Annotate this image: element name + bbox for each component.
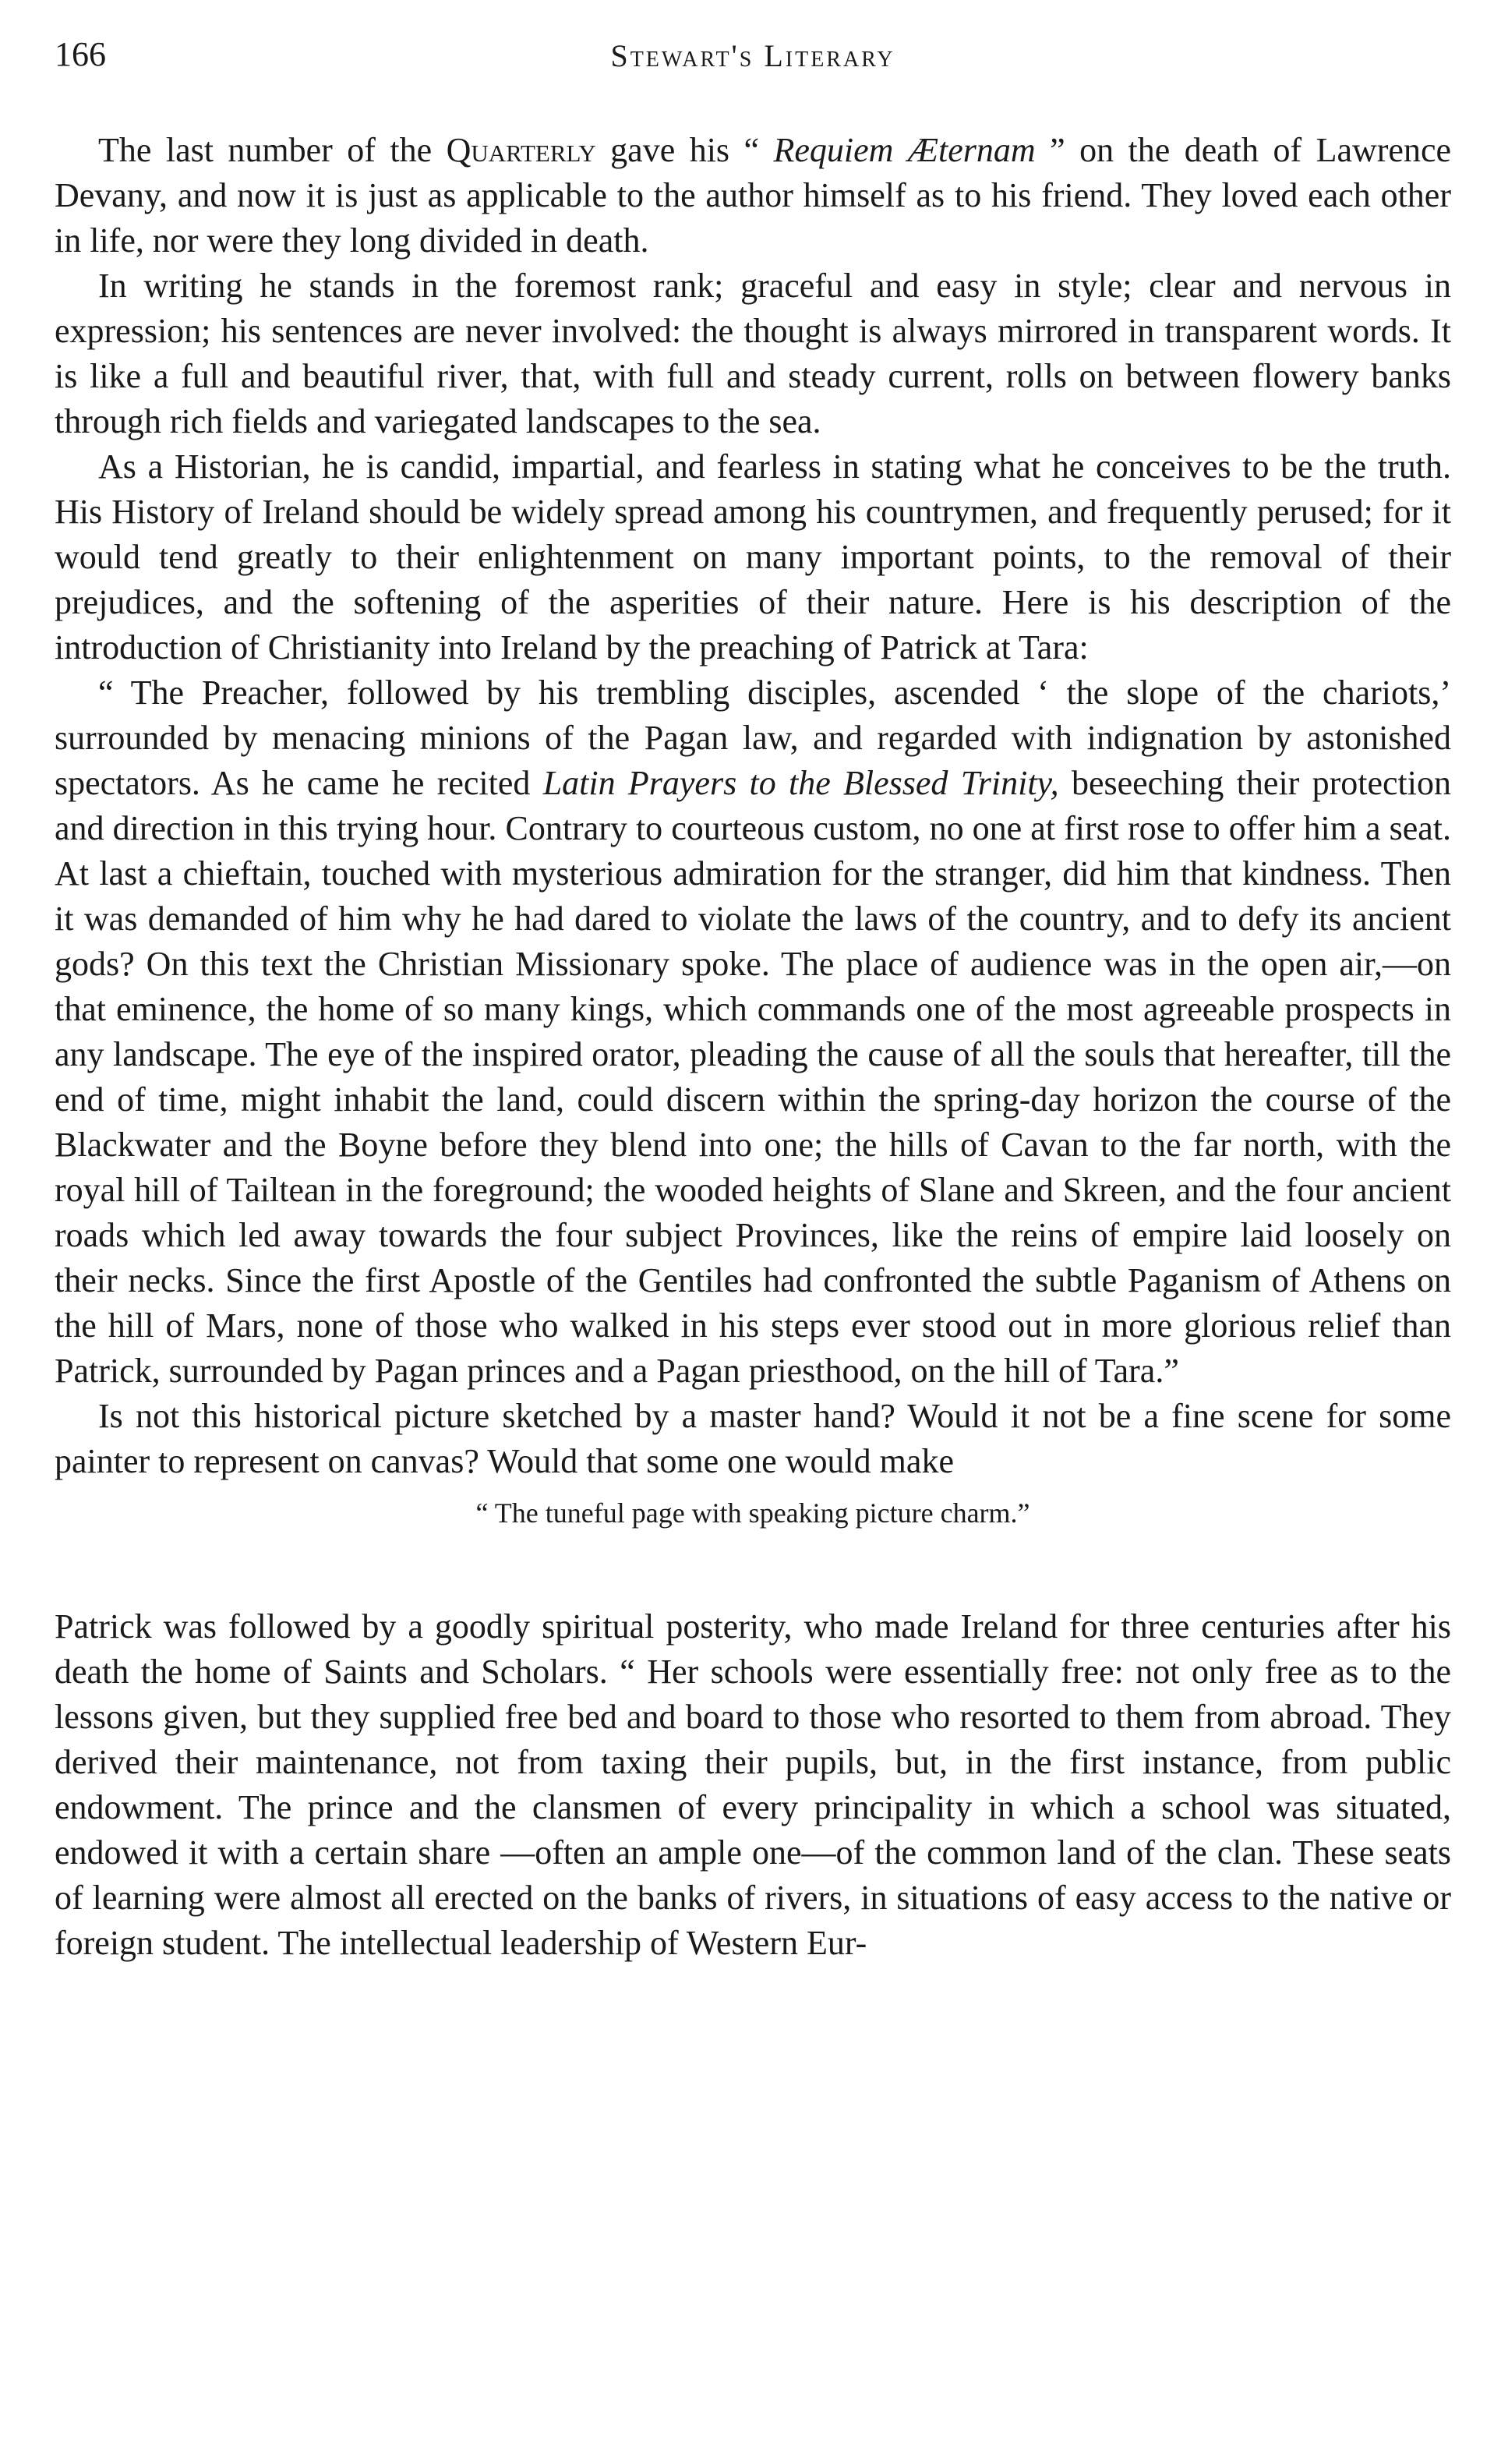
- page-header: [55, 31, 1451, 78]
- poem-title: Requiem Æternam: [773, 131, 1036, 169]
- body-text: [55, 128, 1451, 1966]
- book-page: [55, 31, 1451, 1966]
- page-number: 166: [55, 35, 106, 73]
- paragraph-text: gave his “: [595, 131, 774, 169]
- quotation-tara: [55, 670, 1451, 1394]
- epigraph: “ The tuneful page with speaking picture charm.”: [475, 1497, 1030, 1529]
- paragraph-saints-scholars: Patrick was followed by a goodly spiritual posterity, who made Ireland for three centuries after his death the home of Saints and Scholars. “ Her schools were essentially free: not only free as to the lessons given, but they supplied free bed and board to those who resorted to them from abroad. They derived their maintenance, not from taxing their pupils, but, in the first instance, from public endowment. The prince and the clansmen of every principality in which a school was situated, endowed it with a certain share —often an ample one—of the common land of the clan. These seats of learning were almost all erected on the banks of rivers, in situations of easy access to the native or foreign student. The intellectual leadership of Western Eur-: [55, 1607, 1451, 1962]
- quotation-text: beseeching their protection and direction in this trying hour. Contrary to courteous custom, no one at first rose to offer him a seat. At last a chieftain, touched with mysterious admiration for the stranger, did him that kindness. Then it was demanded of him why he had dared to violate the laws of the country, and to defy its ancient gods? On this text the Christian Missionary spoke. The place of audience was in the open air,—on that eminence, the home of so many kings, which commands one of the most agreeable prospects in any landscape. The eye of the inspired orator, pleading the cause of all the souls that hereafter, till the end of time, might inhabit the land, could discern within the spring-day horizon the course of the Blackwater and the Boyne before they blend into one; the hills of Cavan to the far north, with the royal hill of Tailtean in the foreground; the wooded heights of Slane and Skreen, and the four ancient roads which led away towards the four subject Provinces, like the reins of empire laid loosely on their necks. Since the first Apostle of the Gentiles had confronted the subtle Paganism of Athens on the hill of Mars, none of those who walked in his steps ever stood out in more glorious relief than Patrick, surrounded by Pagan princes and a Pagan priesthood, on the hill of Tara.”: [55, 764, 1452, 1390]
- prayers-title: Latin Prayers to the Blessed Trinity,: [542, 764, 1059, 802]
- paragraph-requiem: [55, 128, 1451, 263]
- running-head: Stewart's Literary: [610, 38, 895, 73]
- paragraph-text: ” on the death of Lawrence Devany, and now it is just as applicable to the author himself as to his friend. They loved each other in life, nor were they long divided in death.: [55, 131, 1452, 260]
- paragraph-writing-style: In writing he stands in the foremost rank; graceful and easy in style; clear and nervous in expression; his sentences are never involved: the thought is always mirrored in transparent words. It is like a full and beautiful river, that, with full and steady current, rolls on between flowery banks through rich fields and variegated landscapes to the sea.: [55, 267, 1451, 440]
- quotation-text: “ The Preacher, followed by his trembling disciples, ascended ‘ the slope of the chariots,’ surrounded by menacing minions of the Pagan law, and regarded with indignation by astonished spectators. As he came he recited: [55, 673, 1451, 802]
- journal-name: Quarterly: [446, 131, 596, 169]
- paragraph-text: The last number of the: [98, 131, 447, 169]
- paragraph-master-hand: Is not this historical picture sketched by a master hand? Would it not be a fine scene for some painter to represent on canvas? Would that some one would make: [55, 1397, 1451, 1480]
- paragraph-historian: As a Historian, he is candid, impartial, and fearless in stating what he conceives to be the truth. His History of Ireland should be widely spread among his countrymen, and frequently perused; for it would tend greatly to their enlightenment on many important points, to the removal of their prejudices, and the softening of the asperities of their nature. Here is his description of the introduction of Christianity into Ireland by the preaching of Patrick at Tara:: [55, 447, 1451, 666]
